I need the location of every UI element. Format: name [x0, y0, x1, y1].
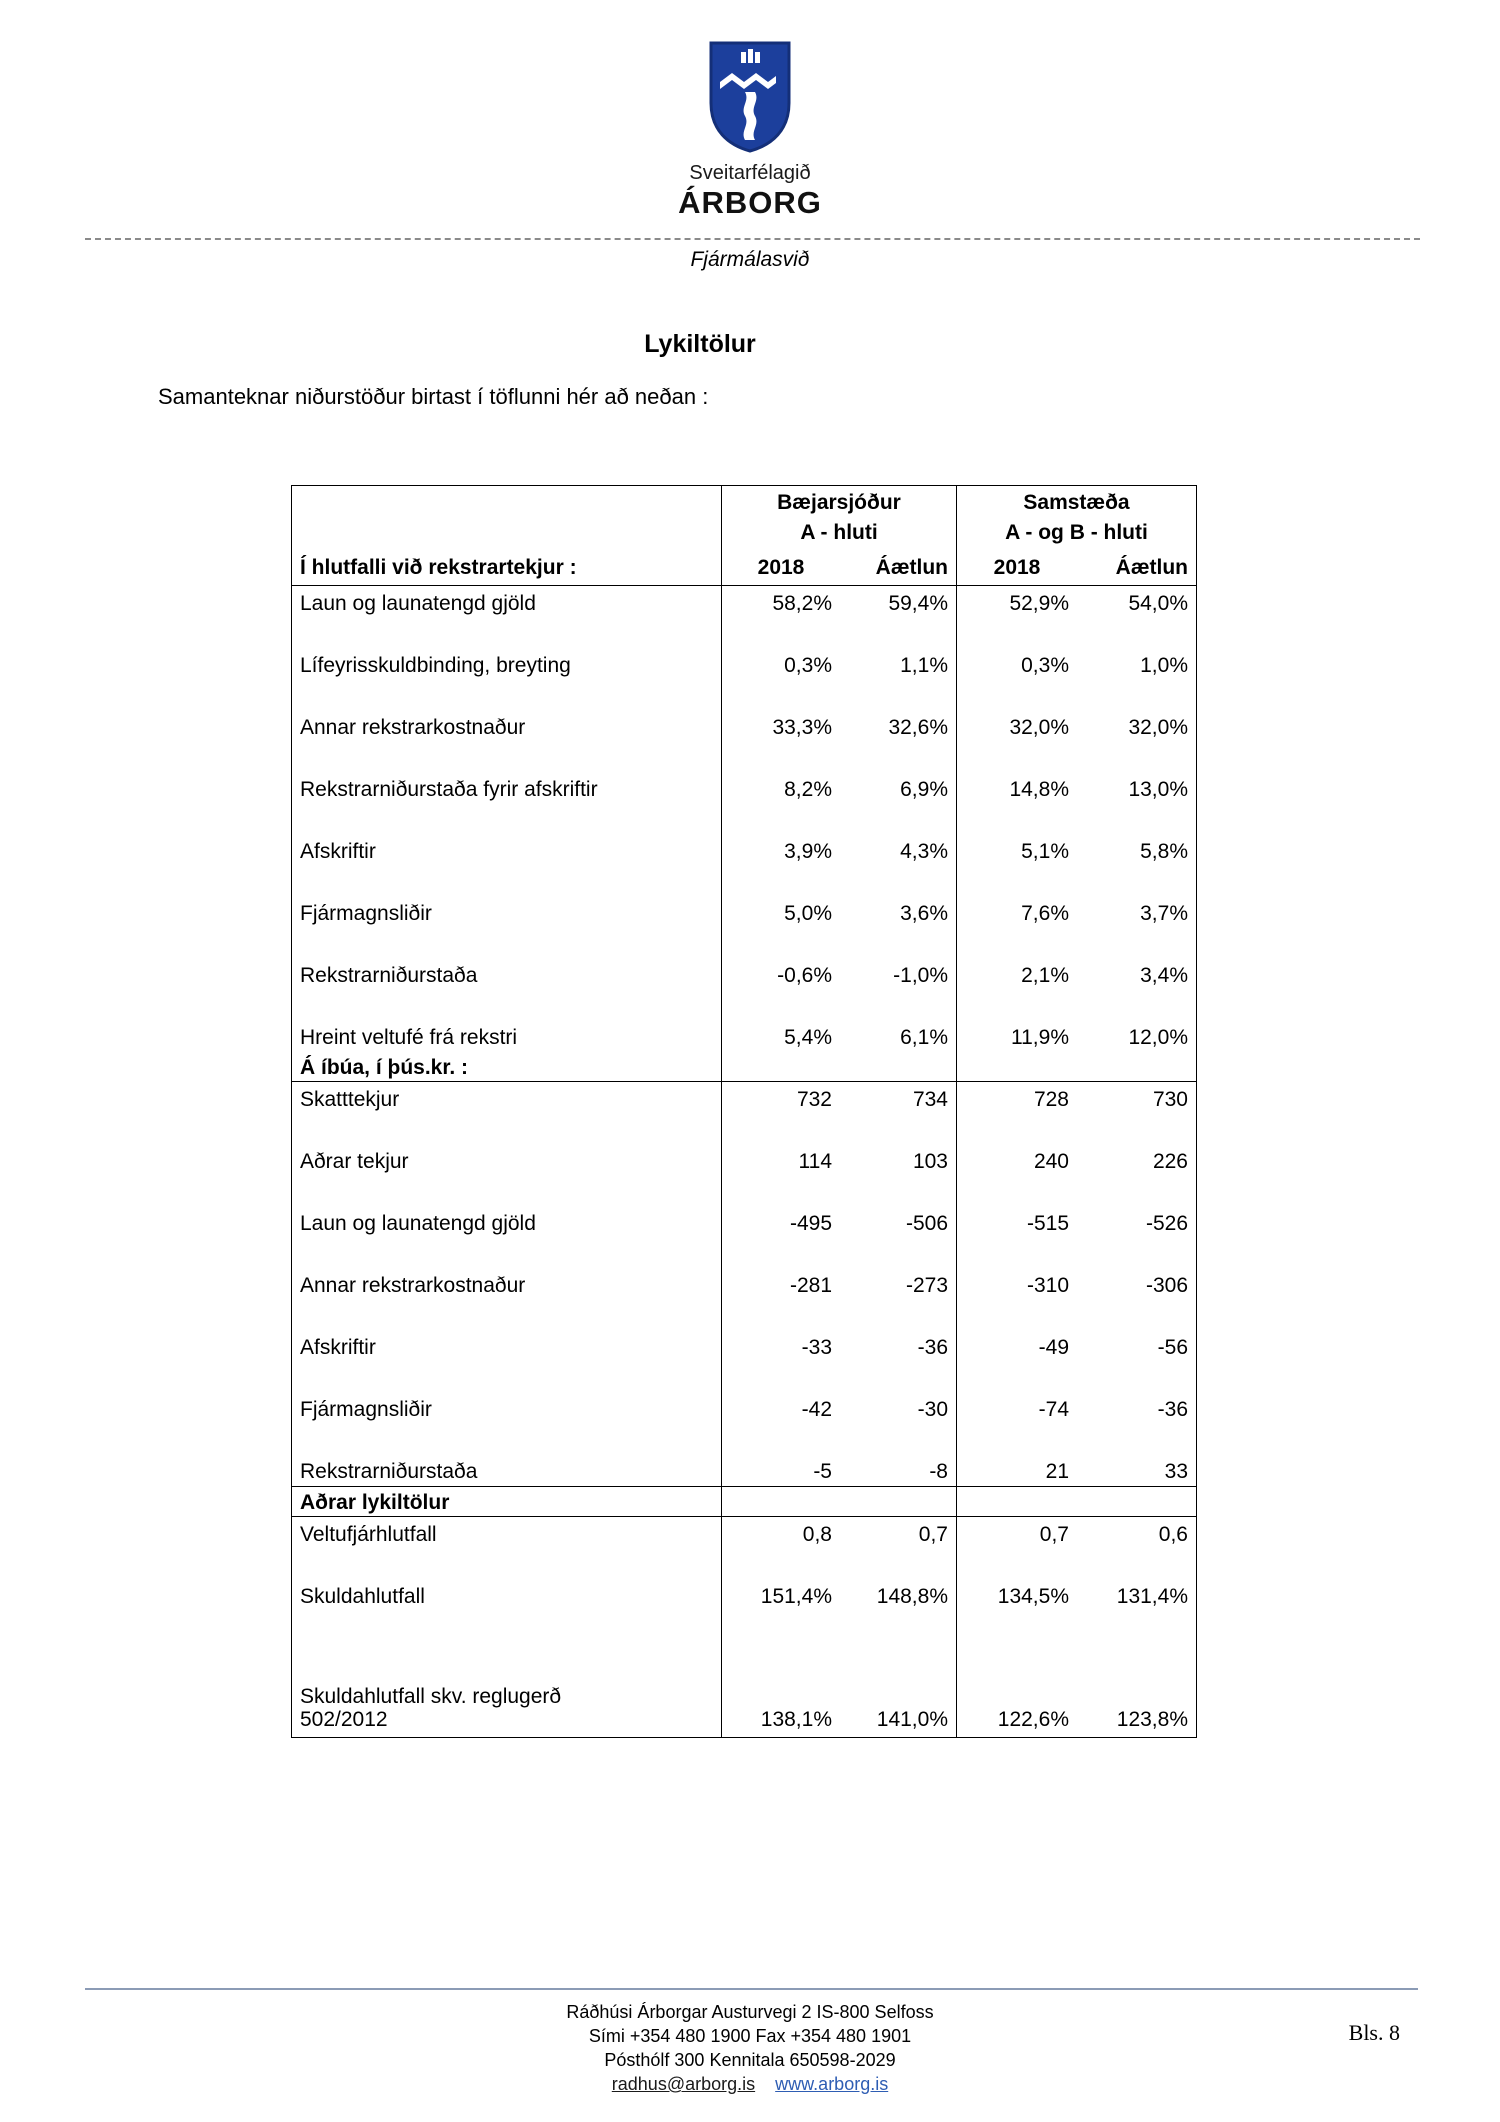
cell-value: 3,4% — [1140, 964, 1188, 987]
footer-block — [0, 2000, 1500, 2096]
group-title-samstaeda: Samstæða — [1023, 491, 1130, 514]
cell-value: 0,3% — [784, 654, 832, 677]
cell-value: 4,3% — [840, 834, 957, 896]
website-link[interactable]: www.arborg.is — [775, 2074, 889, 2094]
empty-cell — [957, 1052, 1077, 1081]
table-row — [292, 1517, 1196, 1579]
cell-value: -33 — [801, 1336, 832, 1359]
cell-value: 7,6% — [1021, 902, 1069, 925]
cell-value: 1,1% — [840, 648, 957, 710]
page-title: Lykiltölur — [644, 330, 756, 358]
table-group-subtitle-row — [292, 516, 1196, 546]
cell-value: 5,1% — [1021, 840, 1069, 863]
cell-value: -495 — [789, 1212, 832, 1235]
cell-value: 0,7 — [1039, 1523, 1069, 1546]
cell-value: -5 — [813, 1460, 832, 1483]
cell-value: 2,1% — [1021, 964, 1069, 987]
table-row — [292, 1641, 1196, 1737]
cell-value: 3,6% — [840, 896, 957, 958]
footer-address: Ráðhúsi Árborgar Austurvegi 2 IS-800 Selfoss — [566, 2002, 934, 2022]
cell-value: -74 — [1038, 1398, 1069, 1421]
row-label: Veltufjárhlutfall — [292, 1517, 722, 1579]
section-header-label: Aðrar lykiltölur — [292, 1487, 722, 1516]
table-row — [292, 710, 1196, 772]
col-header-aaetlun-b: Áætlun — [1115, 556, 1188, 579]
table-column-header-row — [292, 546, 1196, 586]
cell-value: -306 — [1145, 1274, 1188, 1297]
row-label: Fjármagnsliðir — [292, 1392, 722, 1454]
cell-value: 730 — [1152, 1088, 1188, 1111]
table-row — [292, 1144, 1196, 1206]
key-figures-table — [291, 485, 1197, 1738]
cell-value: 151,4% — [760, 1585, 832, 1608]
arborg-coat-of-arms-icon — [708, 40, 792, 154]
empty-cell — [840, 1052, 957, 1081]
footer-divider — [85, 1988, 1418, 1990]
table-row — [292, 1020, 1196, 1052]
cell-value: 114 — [798, 1150, 832, 1173]
table-row — [292, 834, 1196, 896]
email-link[interactable]: radhus@arborg.is — [611, 2074, 756, 2094]
cell-value: 32,6% — [840, 710, 957, 772]
cell-value: 122,6% — [997, 1708, 1069, 1731]
row-label: Rekstrarniðurstaða — [292, 958, 722, 1020]
cell-value: 5,8% — [1140, 840, 1188, 863]
cell-value: 240 — [1033, 1150, 1069, 1173]
cell-value: 103 — [840, 1144, 957, 1206]
cell-value: 148,8% — [840, 1579, 957, 1641]
cell-value: 3,7% — [1140, 902, 1188, 925]
cell-value: 6,1% — [840, 1020, 957, 1052]
cell-value: 134,5% — [997, 1585, 1069, 1608]
row-label: Hreint veltufé frá rekstri — [292, 1020, 722, 1052]
table-row — [292, 1392, 1196, 1454]
row-label: Laun og launatengd gjöld — [292, 586, 722, 648]
empty-cell — [957, 1487, 1077, 1516]
row-label — [292, 1641, 722, 1737]
row-label: Afskriftir — [292, 834, 722, 896]
row-label: Rekstrarniðurstaða fyrir afskriftir — [292, 772, 722, 834]
cell-value: -8 — [840, 1454, 957, 1486]
cell-value: -515 — [1026, 1212, 1069, 1235]
table-row — [292, 958, 1196, 1020]
footer-mailbox: Pósthólf 300 Kennitala 650598-2029 — [604, 2050, 896, 2070]
empty-cell — [840, 1487, 957, 1516]
cell-value: 8,2% — [784, 778, 832, 801]
empty-cell — [1077, 1487, 1196, 1516]
cell-value: 32,0% — [1009, 716, 1069, 739]
row-label: Rekstrarniðurstaða — [292, 1454, 722, 1486]
logo-block — [0, 40, 1500, 221]
cell-value: 5,4% — [784, 1026, 832, 1049]
cell-value: 123,8% — [1116, 1708, 1188, 1731]
table-row — [292, 896, 1196, 958]
cell-value: 11,9% — [1011, 1026, 1069, 1049]
cell-value: 0,6 — [1158, 1523, 1188, 1546]
cell-value: 59,4% — [840, 586, 957, 648]
cell-value: -36 — [840, 1330, 957, 1392]
table-row — [292, 586, 1196, 648]
group-subtitle-a-hluti: A - hluti — [722, 516, 957, 546]
section-header-row — [292, 1486, 1196, 1517]
cell-value: 226 — [1152, 1150, 1188, 1173]
row-label: Aðrar tekjur — [292, 1144, 722, 1206]
cell-value: -42 — [801, 1398, 832, 1421]
cell-value: 734 — [840, 1082, 957, 1144]
table-body — [292, 586, 1196, 1737]
cell-value: -49 — [1038, 1336, 1069, 1359]
row-label: Laun og launatengd gjöld — [292, 1206, 722, 1268]
cell-value: 3,9% — [784, 840, 832, 863]
cell-value: 6,9% — [840, 772, 957, 834]
cell-value: 138,1% — [760, 1708, 832, 1731]
cell-value: -36 — [1157, 1398, 1188, 1421]
table-row — [292, 1082, 1196, 1144]
row-label: Lífeyrisskuldbinding, breyting — [292, 648, 722, 710]
empty-cell — [722, 1487, 840, 1516]
cell-value: 33 — [1164, 1460, 1188, 1483]
row-label: Annar rekstrarkostnaður — [292, 710, 722, 772]
cell-value: 732 — [796, 1088, 832, 1111]
group-title-baejarsjodur: Bæjarsjóður — [722, 486, 957, 516]
cell-value: -281 — [789, 1274, 832, 1297]
row-label: Skuldahlutfall — [292, 1579, 722, 1641]
empty-cell — [722, 1052, 840, 1081]
group-subtitle-a-og-b-hluti: A - og B - hluti — [1005, 521, 1148, 544]
col-header-2018-b: 2018 — [993, 556, 1041, 579]
table-row — [292, 1206, 1196, 1268]
cell-value: 21 — [1045, 1460, 1069, 1483]
row-label: Afskriftir — [292, 1330, 722, 1392]
cell-value: -0,6% — [777, 964, 832, 987]
table-row — [292, 1330, 1196, 1392]
row-label: Skatttekjur — [292, 1082, 722, 1144]
cell-value: 58,2% — [772, 592, 832, 615]
org-name: ÁRBORG — [678, 185, 822, 220]
cell-value: 1,0% — [1140, 654, 1188, 677]
section-header-row — [292, 1052, 1196, 1082]
table-row — [292, 1268, 1196, 1330]
empty-header-cell — [292, 486, 722, 516]
cell-value: -30 — [840, 1392, 957, 1454]
col-header-2018-a: 2018 — [757, 556, 805, 579]
cell-value: -310 — [1026, 1274, 1069, 1297]
cell-value: 0,3% — [1021, 654, 1069, 677]
cell-value: -526 — [1145, 1212, 1188, 1235]
cell-value: 52,9% — [1009, 592, 1069, 615]
department-label: Fjármálasvið — [690, 248, 810, 271]
row-label-line1: Skuldahlutfall skv. reglugerð — [300, 1685, 562, 1708]
footer-links — [0, 2072, 1500, 2096]
empty-header-cell — [292, 516, 722, 546]
cell-value: 32,0% — [1128, 716, 1188, 739]
cell-value: -1,0% — [840, 958, 957, 1020]
header-divider — [85, 238, 1420, 240]
table-row — [292, 648, 1196, 710]
page-number: Bls. 8 — [1348, 2020, 1400, 2045]
cell-value: -56 — [1157, 1336, 1188, 1359]
org-name-small: Sveitarfélagið — [689, 162, 811, 184]
table-row — [292, 772, 1196, 834]
cell-value: 13,0% — [1128, 778, 1188, 801]
cell-value: 131,4% — [1116, 1585, 1188, 1608]
col-header-aaetlun-a: Áætlun — [840, 546, 957, 585]
row-label-line2: 502/2012 — [300, 1708, 388, 1731]
section-header-label: Á íbúa, í þús.kr. : — [292, 1052, 722, 1081]
cell-value: 54,0% — [1128, 592, 1188, 615]
empty-cell — [1077, 1052, 1196, 1081]
footer-phone: Sími +354 480 1900 Fax +354 480 1901 — [588, 2026, 912, 2046]
table-row — [292, 1579, 1196, 1641]
cell-value: -273 — [840, 1268, 957, 1330]
cell-value: 0,8 — [802, 1523, 832, 1546]
row-label: Annar rekstrarkostnaður — [292, 1268, 722, 1330]
table-group-header-row — [292, 486, 1196, 516]
intro-text: Samanteknar niðurstöður birtast í töflunni hér að neðan : — [158, 384, 709, 409]
cell-value: 5,0% — [784, 902, 832, 925]
cell-value: 14,8% — [1009, 778, 1069, 801]
cell-value: -506 — [840, 1206, 957, 1268]
cell-value: 141,0% — [840, 1641, 957, 1737]
cell-value: 33,3% — [772, 716, 832, 739]
cell-value: 728 — [1033, 1088, 1069, 1111]
table-row — [292, 1454, 1196, 1486]
cell-value: 12,0% — [1128, 1026, 1188, 1049]
label-column-header: Í hlutfalli við rekstrartekjur : — [292, 546, 722, 585]
row-label: Fjármagnsliðir — [292, 896, 722, 958]
cell-value: 0,7 — [840, 1517, 957, 1579]
